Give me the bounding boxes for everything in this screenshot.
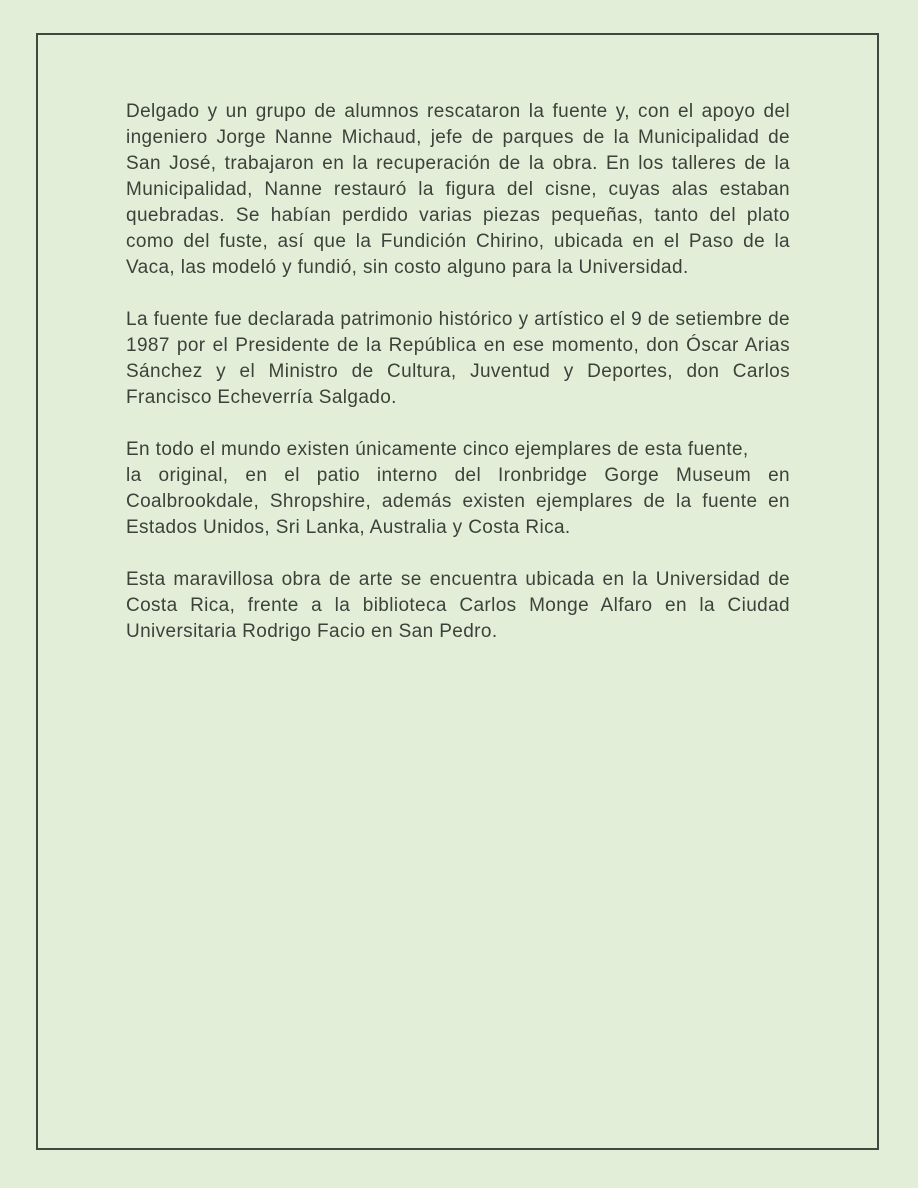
paragraph-five-copies-intro: En todo el mundo existen únicamente cinco ejemplares de esta fuente, bbox=[126, 439, 749, 460]
paragraph-fountain-restoration: Delgado y un grupo de alumnos rescataron la fuente y, con el apoyo del ingeniero Jorge Nanne Michaud, jefe de parques de la Municipalidad de San José, trabajaron en la recuperación de la obra. En los talleres de la Municipalidad, Nanne restauró la figura del cisne, cuyas alas estaban quebradas. Se habían perdido varias piezas pequeñas, tanto del plato como del fuste, así que la Fundición Chirino, ubicada en el Paso de la Vaca, las modeló y fundió, sin costo alguno para la Universidad. bbox=[126, 101, 790, 278]
text-block bbox=[126, 99, 790, 671]
paragraph-copies-locations: la original, en el patio interno del Ironbridge Gorge Museum en Coalbrookdale, Shropshire, además existen ejemplares de la fuente en Estados Unidos, Sri Lanka, Australia y Costa Rica. bbox=[126, 465, 790, 538]
paragraph-current-location: Esta maravillosa obra de arte se encuentra ubicada en la Universidad de Costa Rica, frente a la biblioteca Carlos Monge Alfaro en la Ciudad Universitaria Rodrigo Facio en San Pedro. bbox=[126, 569, 790, 642]
paragraph-heritage-declaration: La fuente fue declarada patrimonio histórico y artístico el 9 de setiembre de 1987 por el Presidente de la República en ese momento, don Óscar Arias Sánchez y el Ministro de Cultura, Juventud y Deportes, don Carlos Francisco Echeverría Salgado. bbox=[126, 309, 790, 408]
